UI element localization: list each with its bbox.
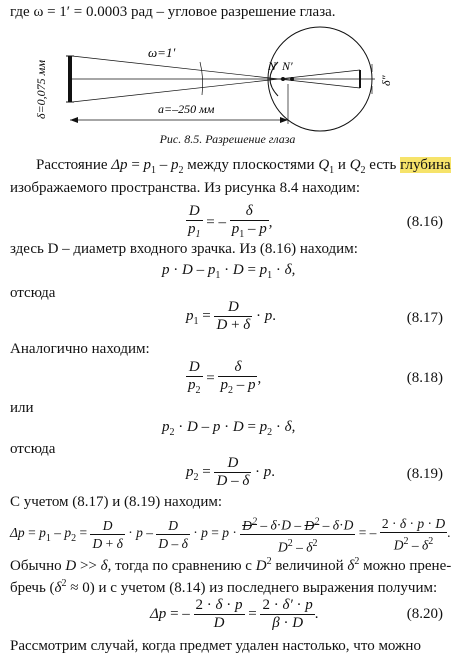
equation-8-20: Δp = – $\frac{2 \cdot \delta \cdot p}{D}$ = $\frac{2 \cdot \delta' \cdot p}{\beta \cdot D}$ . [150,597,319,631]
top-line: где ω = 1′ = 0.0003 рад – угловое разрешение глаза. [10,4,336,20]
eq-number-8-16: (8.16) [406,214,443,230]
delta-label: δ=0,075 мм [34,60,48,119]
eq-number-8-19: (8.19) [406,466,443,482]
highlight-word: глубина [400,157,451,173]
paragraph-1-line-1: Расстояние $\Delta p = p_1 - p_2$ между плоскостями $Q_1$ и $Q_2$ есть глубина [36,157,451,176]
a-label: a=–250 мм [158,102,215,116]
equation-8-18: $\frac{D}{p_2}$ = $\frac{\delta}{p_2 - p}$ , [188,359,262,396]
n-label: N [268,59,277,73]
equation-8-16: $\frac{D}{p_1}$ = – $\frac{\delta}{p_1 - p}$ , [188,203,273,240]
analog-line: Аналогично находим: [10,341,150,357]
omega-label: ω=1′ [148,45,176,60]
last-line: Рассмотрим случай, когда предмет удален настолько, что можно [10,638,421,654]
nprime-label: N′ [282,59,293,73]
equation-8-19: $p_2$ = $\frac{D}{D - \delta}$ · p. [186,455,276,489]
paragraph-3-line-2: бречь $(\delta^2 \approx 0)$ и с учетом (8.14) из последнего выражения получим: [10,578,438,596]
equation-8-17: $p_1$ = $\frac{D}{D + \delta}$ · p. [186,299,277,333]
paragraph-3-line-1: Обычно D >> δ, тогда по сравнению с $D^2$ величиной $\delta^2$ можно прене- [10,556,452,574]
paragraph-1-line-2: изображаемого пространства. Из рисунка 8.4 находим: [10,180,361,196]
eq-number-8-20: (8.20) [406,606,443,622]
figure-caption: Рис. 8.5. Разрешение глаза [159,132,296,146]
eq-number-8-17: (8.17) [406,310,443,326]
otsyuda-1: отсюда [10,285,56,301]
equation-8-16-derived: $p \cdot D - p_1 \cdot D = p_1 \cdot \delta$, [162,262,296,281]
ili-line: или [10,400,34,416]
eye-resolution-figure [0,24,455,144]
delta2-label: δ″ [379,75,393,86]
equation-8-18-derived: $p_2 \cdot D - p \cdot D = p_2 \cdot \delta$, [162,419,296,438]
s-uchetom-line: С учетом (8.17) и (8.19) находим: [10,494,223,510]
equation-delta-p: $\Delta p = p_1 - p_2$ = $\frac{D}{D + \delta}$ · p – $\frac{D}{D - \delta}$ · p = p · $\frac{D^2 - \delta\cdot D - D^2 - \delta\cdot D}{D^2 - \delta^2}$ = – $\frac{2 \cdot \delta \cdot p \cdot D}{D^2 - \delta^2}$ . [10,513,450,555]
eq-number-8-18: (8.18) [406,370,443,386]
paragraph-2: здесь D – диаметр входного зрачка. Из (8.16) находим: [10,241,358,257]
otsyuda-2: отсюда [10,441,56,457]
